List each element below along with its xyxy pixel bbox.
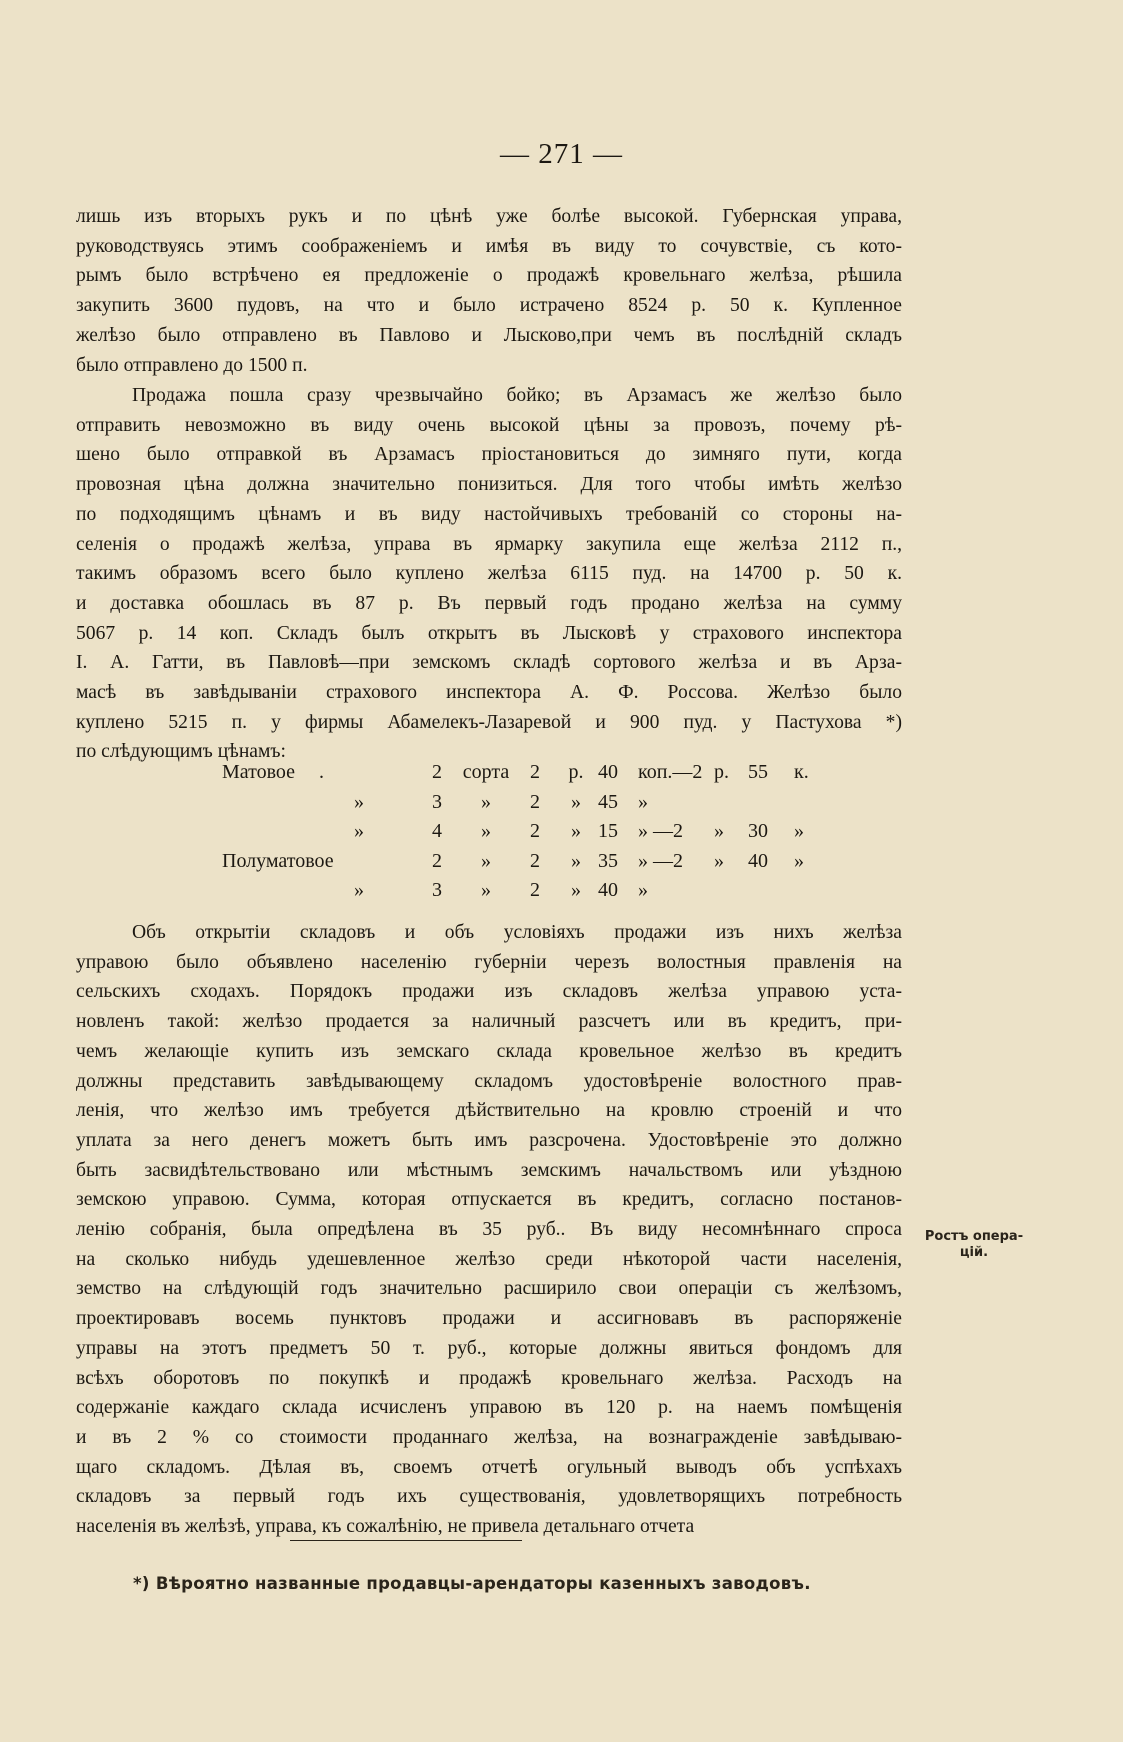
text-line: и въ 2 % со стоимости проданнаго желѣза, на вознагражденіе завѣдываю- — [76, 1426, 902, 1448]
price-cell-v2: 40 — [748, 849, 768, 872]
text-line: на сколько нибудь удешевленное желѣзо среди нѣкоторой части населенія, — [76, 1248, 902, 1270]
price-cell-k2: » — [794, 820, 804, 842]
text-line: должны представить завѣдывающему складомъ удостовѣреніе волостного прав- — [76, 1070, 902, 1092]
price-cell-rr: » — [571, 790, 581, 813]
price-cell-r: 2 — [530, 790, 540, 813]
text-line: населенія въ желѣзѣ, управа, къ сожалѣнію, не привела детальнаго отчета — [76, 1516, 695, 1538]
footnote: *) Вѣроятно названные продавцы-арендаторы казенныхъ заводовъ. — [133, 1574, 811, 1593]
text-line: масѣ въ завѣдываніи страхового инспектора А. Ф. Россова. Желѣзо было — [76, 682, 902, 704]
text-line: ленію собранія, была опредѣлена въ 35 руб.. Въ виду несомнѣннаго спроса — [76, 1219, 902, 1241]
text-line: земство на слѣдующій годъ значительно расширило свои операціи съ желѣзомъ, — [76, 1278, 902, 1300]
price-cell-k2 — [794, 788, 824, 818]
margin-note-line-2: цій. — [959, 1245, 989, 1260]
text-line: Объ открытіи складовъ и объ условіяхъ продажи изъ нихъ желѣза — [132, 922, 902, 943]
text-line: по слѣдующимъ цѣнамъ: — [76, 741, 286, 763]
price-name: Матовое — [222, 761, 296, 783]
price-cell-num: 2 — [432, 761, 442, 783]
price-cell-name — [222, 817, 418, 847]
text-line: всѣхъ оборотовъ по покупкѣ и продажѣ кровельнаго желѣза. Расходъ на — [76, 1367, 902, 1389]
text-line: сельскихъ сходахъ. Порядокъ продажи изъ складовъ желѣза управою уста- — [76, 981, 902, 1003]
price-cell-r: 2 — [530, 820, 540, 842]
price-cell-num: 4 — [432, 820, 442, 842]
text-line: по подходящимъ цѣнамъ и въ виду настойчивыхъ требованій со стороны на- — [76, 503, 902, 525]
text-line: управою было объявлено населенію губерніи черезъ волостныя правленія на — [76, 951, 902, 973]
price-cell-rr: » — [571, 849, 581, 872]
text-line: и доставка обошлась въ 87 р. Въ первый годъ продано желѣза на сумму — [76, 592, 902, 614]
price-cell-r2: » — [714, 820, 724, 842]
footnote-rule — [290, 1540, 522, 1541]
paragraph-3 — [76, 918, 902, 1542]
price-cell-v1: 40 — [598, 761, 618, 783]
text-line: земскою управою. Сумма, которая отпускается въ кредитъ, согласно постанов- — [76, 1189, 902, 1211]
price-cell-r2: р. — [714, 761, 729, 783]
text-line: рымъ было встрѣчено ея предложеніе о продажѣ кровельнаго желѣза, рѣшила — [76, 265, 902, 287]
price-cell-v2: 55 — [748, 761, 768, 783]
price-cell-num: 3 — [432, 879, 442, 901]
price-cell-sort: » — [481, 820, 491, 842]
text-line: быть засвидѣтельствовано или мѣстнымъ земскимъ начальствомъ или уѣздною — [76, 1159, 902, 1181]
price-row — [222, 758, 824, 788]
text-line: проектировавъ восемь пунктовъ продажи и ассигновавъ въ распоряженіе — [76, 1308, 902, 1330]
price-cell-name — [222, 847, 418, 877]
text-line: селенія о продажѣ желѣза, управа въ ярмарку закупила еще желѣза 2112 п., — [76, 533, 902, 555]
page-number: — 271 — — [500, 138, 623, 170]
price-cell-rr: » — [571, 820, 581, 842]
text-line: было отправлено до 1500 п. — [76, 354, 308, 376]
price-cell-v1: 15 — [598, 820, 618, 842]
text-line: лишь изъ вторыхъ рукъ и по цѣнѣ уже болѣе высокой. Губернская управа, — [76, 206, 902, 227]
text-line: ленія, что желѣзо имъ требуется дѣйствительно на кровлю строеній и что — [76, 1100, 902, 1122]
price-cell-r2 — [714, 876, 748, 906]
price-row — [222, 788, 824, 818]
price-name: Полуматовое — [222, 849, 334, 872]
text-line: 5067 р. 14 коп. Складъ былъ открытъ въ Лысковѣ у страхового инспектора — [76, 622, 902, 644]
price-cell-k2 — [794, 876, 824, 906]
text-line: провозная цѣна должна значительно понизиться. Для того чтобы имѣть желѣзо — [76, 474, 902, 496]
text-line: складовъ за первый годъ ихъ существованія, удовлетворящихъ потребность — [76, 1486, 902, 1508]
text-line: желѣзо было отправлено въ Павлово и Лысково,при чемъ въ послѣдній складъ — [76, 324, 902, 346]
price-cell-name — [222, 876, 418, 906]
price-cell-v2 — [748, 788, 794, 818]
price-cell-r: 2 — [530, 879, 540, 901]
text-line: новленъ такой: желѣзо продается за наличный разсчетъ или въ кредитъ, при- — [76, 1011, 902, 1033]
price-cell-v2 — [748, 876, 794, 906]
price-cell-v1: 45 — [598, 790, 618, 813]
text-line: управы на этотъ предметъ 50 т. руб., которые должны явиться фондомъ для — [76, 1337, 902, 1359]
price-cell-k2: » — [794, 849, 804, 872]
text-line: куплено 5215 п. у фирмы Абамелекъ-Лазаревой и 900 пуд. у Пастухова *) — [76, 711, 902, 733]
price-row — [222, 847, 824, 877]
text-line: чемъ желающіе купить изъ земскаго склада кровельное желѣзо въ кредитъ — [76, 1040, 902, 1062]
price-cell-r2 — [714, 788, 748, 818]
price-cell-r: 2 — [530, 849, 540, 872]
text-line: закупить 3600 пудовъ, на что и было истрачено 8524 р. 50 к. Купленное — [76, 295, 902, 317]
price-cell-name — [222, 758, 418, 788]
price-cell-v2: 30 — [748, 820, 768, 842]
price-cell-rr: р. — [568, 761, 584, 783]
price-cell-kop: » — [638, 879, 648, 901]
price-row — [222, 876, 824, 906]
price-cell-v1: 40 — [598, 879, 618, 901]
price-cell-r: 2 — [530, 761, 540, 783]
price-cell-r2: » — [714, 849, 724, 872]
price-cell-kop: » —2 — [638, 849, 683, 872]
price-name: » — [354, 820, 364, 842]
paragraph-1 — [76, 202, 902, 380]
text-line: уплата за него денегъ можетъ быть имъ разсрочена. Удостовѣреніе это должно — [76, 1129, 902, 1151]
price-cell-sort: » — [481, 879, 491, 901]
price-cell-kop: коп.—2 — [638, 761, 703, 783]
price-cell-sort: » — [481, 849, 491, 872]
price-cell-kop: » —2 — [638, 820, 683, 842]
text-line: отправить невозможно въ виду очень высокой цѣны за провозъ, почему рѣ- — [76, 414, 902, 436]
text-line: шено было отправкой въ Арзамасъ пріостановиться до зимняго пути, когда — [76, 444, 902, 466]
price-cell-num: 3 — [432, 790, 442, 813]
price-cell-v1: 35 — [598, 849, 618, 872]
price-dot: . — [319, 761, 325, 783]
text-line: такимъ образомъ всего было куплено желѣза 6115 пуд. на 14700 р. 50 к. — [76, 563, 902, 585]
price-cell-num: 2 — [432, 849, 442, 872]
paragraph-2 — [76, 381, 902, 767]
price-cell-rr: » — [571, 879, 581, 901]
price-row — [222, 817, 824, 847]
text-line: I. А. Гатти, въ Павловѣ—при земскомъ складѣ сортового желѣза и въ Арза- — [76, 652, 902, 674]
price-name: » — [354, 790, 364, 813]
text-line: руководствуясь этимъ соображеніемъ и имѣя въ виду то сочувствіе, съ кото- — [76, 235, 902, 257]
margin-note-line-1: Ростъ опера- — [924, 1229, 1024, 1244]
price-cell-sort: сорта — [462, 761, 510, 783]
text-line: щаго складомъ. Дѣлая въ, своемъ отчетѣ огульный выводъ объ успѣхахъ — [76, 1456, 902, 1478]
text-line: содержаніе каждаго склада исчисленъ управою въ 120 р. на наемъ помѣщенія — [76, 1397, 902, 1419]
price-cell-name — [222, 788, 418, 818]
price-table — [222, 758, 824, 906]
price-name: » — [354, 879, 364, 901]
price-cell-kop: » — [638, 790, 648, 813]
margin-note — [914, 1229, 1034, 1261]
price-cell-k2: к. — [794, 761, 809, 783]
text-line: Продажа пошла сразу чрезвычайно бойко; въ Арзамасъ же желѣзо было — [132, 385, 902, 406]
price-cell-sort: » — [481, 790, 491, 813]
